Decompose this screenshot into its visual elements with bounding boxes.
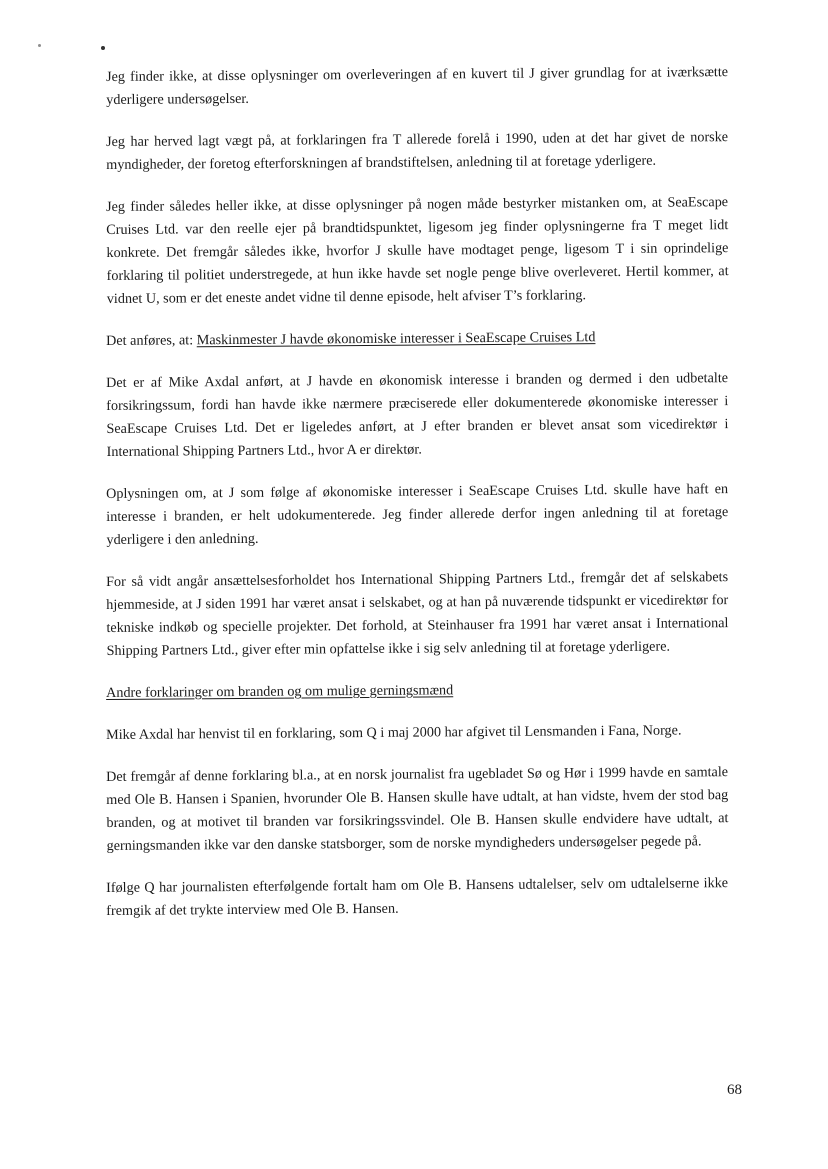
section-heading: Maskinmester J havde økonomiske interesser i SeaEscape Cruises Ltd: [196, 329, 596, 349]
page-number: 68: [727, 1082, 742, 1098]
paragraph: Jeg finder således heller ikke, at disse oplysninger på nogen måde bestyrker mistanken om, at SeaEscape Cruises Ltd. var den reelle ejer på brandtidspunktet, ligesom jeg finder oplysningerne fra T meget lidt konkrete. Det fremgår således ikke, hvorfor J skulle have modtaget penge, ligesom T i sin oprindelige forklaring til politiet understregede, at hun ikke havde set nogle penge blive overleveret. Hertil kommer, at vidnet U, som er det eneste andet vidne til denne episode, helt afviser T’s forklaring.: [106, 194, 729, 307]
paragraph: For så vidt angår ansættelsesforholdet hos International Shipping Partners Ltd., fremgår det af selskabets hjemmeside, at J siden 1991 har været ansat i selskabet, og at han på nuværende tidspunkt er vicedirektør for tekniske indkøb og specielle projekter. Det forhold, at Steinhauser fra 1991 har været ansat i International Shipping Partners Ltd., giver efter min opfattelse ikke i sig selv anledning til at foretage yderligere.: [106, 569, 729, 659]
paragraph: Det fremgår af denne forklaring bl.a., at en norsk journalist fra ugebladet Sø og Hør i 1999 havde en samtale med Ole B. Hansen i Spanien, hvorunder Ole B. Hansen skulle have udtalt, at han vidste, hvem der stod bag branden, og at motivet til branden var forsikringssvindel. Ole B. Hansen skulle endvidere have udtalt, at gerningsmanden ikke var den danske statsborger, som de norske myndigheders undersøgelser pegede på.: [106, 764, 729, 854]
section-heading: Andre forklaringer om branden og om mulige gerningsmænd: [106, 682, 454, 701]
section-heading-line: [106, 677, 728, 705]
section-heading-line: [106, 325, 728, 353]
paragraph: Oplysningen om, at J som følge af økonomiske interesser i SeaEscape Cruises Ltd. skulle have haft en interesse i branden, er helt udokumenterede. Jeg finder allerede derfor ingen anledning til at foretage yderligere i den anledning.: [106, 481, 729, 548]
heading-prefix: Det anføres, at:: [106, 332, 197, 349]
paragraph: Jeg har herved lagt vægt på, at forklaringen fra T allerede forelå i 1990, uden at det har givet de norske myndigheder, der foretog efterforskningen af brandstiftelsen, anledning til at foretage yderligere.: [106, 129, 729, 173]
paragraph: Mike Axdal har henvist til en forklaring, som Q i maj 2000 har afgivet til Lensmanden i Fana, Norge.: [106, 722, 682, 743]
paragraph: Det er af Mike Axdal anført, at J havde en økonomisk interesse i branden og dermed i den udbetalte forsikringssum, fordi han havde ikke nærmere præciserede eller dokumenterede økonomiske interesser i SeaEscape Cruises Ltd. Det er ligeledes anført, at J efter branden er blevet ansat som vicedirektør i International Shipping Partners Ltd., hvor A er direktør.: [106, 370, 729, 460]
scan-speck: [38, 44, 41, 47]
paragraph: Ifølge Q har journalisten efterfølgende fortalt ham om Ole B. Hansens udtalelser, selv om udtalelserne ikke fremgik af det trykte interview med Ole B. Hansen.: [106, 875, 729, 919]
paragraph: Jeg finder ikke, at disse oplysninger om overleveringen af en kuvert til J giver grundlag for at iværksætte yderligere undersøgelser.: [106, 64, 729, 108]
scan-speck: [101, 46, 105, 50]
page-body: [106, 66, 728, 942]
